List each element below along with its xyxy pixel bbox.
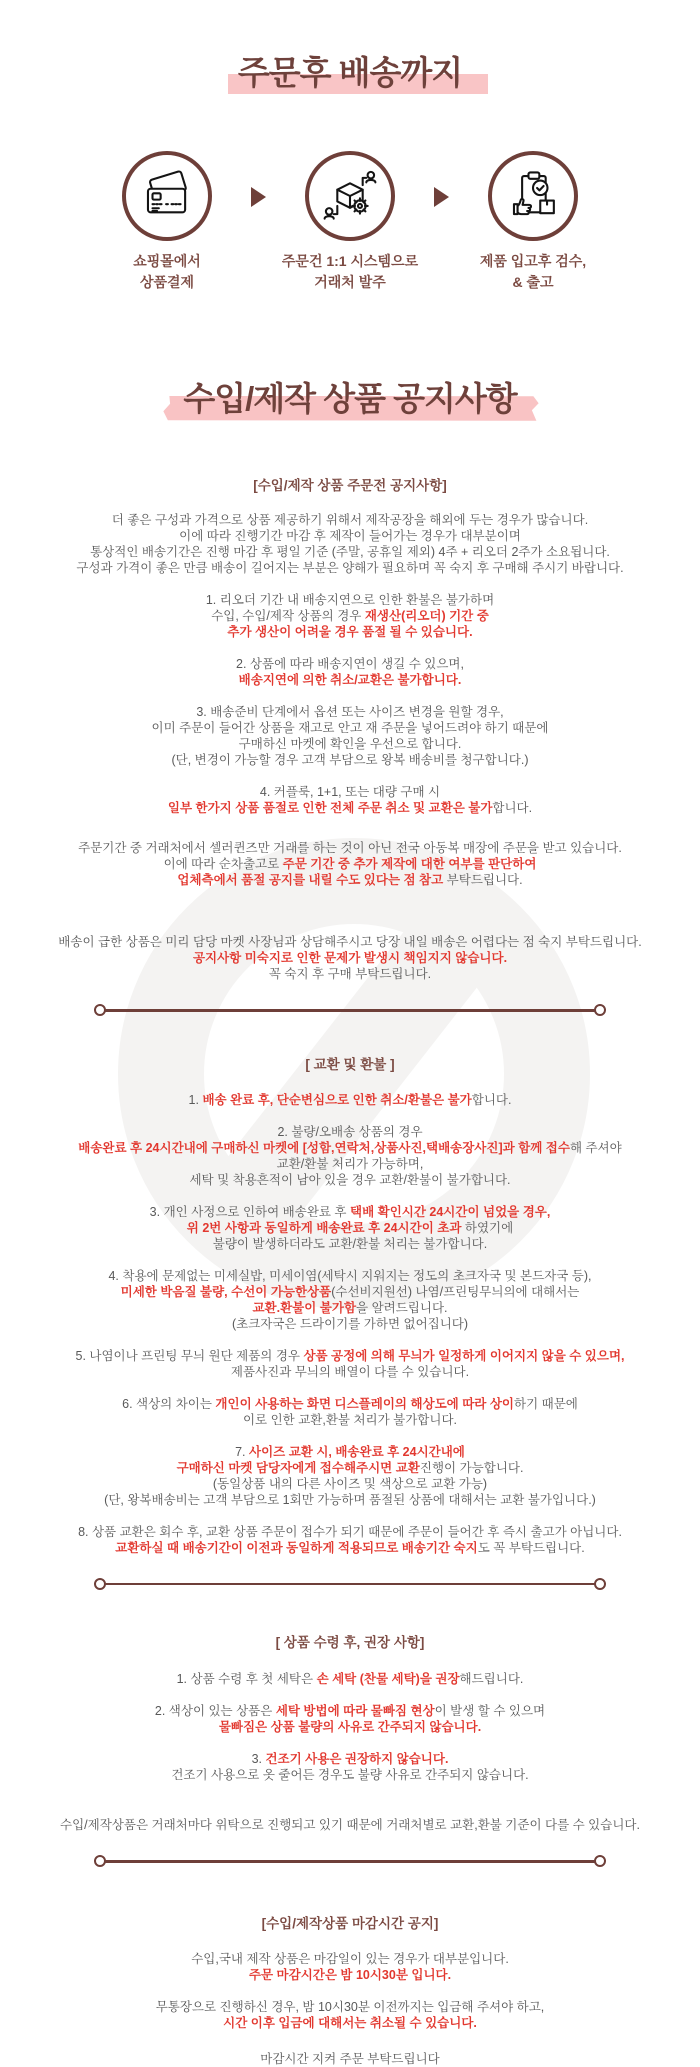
- exchange-item-5: 5. 나염이나 프린팅 무늬 원단 제품의 경우 상품 공정에 의해 무늬가 일정하게 이어지지 않을 수 있으며, 제품사진과 무늬의 배열이 다를 수 있습니다.: [75, 1348, 625, 1379]
- exchange-item-1: 1. 배송 완료 후, 단순변심으로 인한 취소/환불은 불가합니다.: [188, 1092, 512, 1107]
- exchange-item-8: 8. 상품 교환은 회수 후, 교환 상품 주문이 접수가 되기 때문에 주문이 들어간 후 즉시 출고가 아닙니다. 교환하실 때 배송기간이 이전과 동일하게 적용되므로 배송기간 숙지도 꼭 부탁드립니다.: [78, 1524, 622, 1555]
- care-item-1: 1. 상품 수령 후 첫 세탁은 손 세탁 (찬물 세탁)을 권장해드립니다.: [176, 1672, 524, 1687]
- divider-line: [105, 1860, 595, 1863]
- step-inspection: [457, 151, 609, 292]
- page-title: 주문후 배송까지: [232, 52, 468, 93]
- exchange-item-2: 2. 불량/오배송 상품의 경우 배송완료 후 24시간내에 구매하신 마켓에 [성함,연락처,상품사진,택배송장사진]과 함께 접수해 주셔야 교환/환불 처리가 가능하며, 세탁 및 착용흔적이 남아 있을 경우 교환/환불이 불가합니다.: [78, 1124, 622, 1187]
- step-payment: [91, 151, 243, 292]
- deadline-paragraph: 무통장으로 진행하신 경우, 밤 10시30분 이전까지는 입금해 주셔야 하고, 시간 이후 입금에 대해서는 취소될 수 있습니다.: [155, 1999, 545, 2030]
- process-title-row: [0, 52, 700, 93]
- divider-line: [105, 1009, 595, 1012]
- notice-paragraph: 배송이 급한 상품은 미리 담당 마켓 사장님과 상담해주시고 당장 내일 배송은 어렵다는 점 숙지 부탁드립니다. 공지사항 미숙지로 인한 문제가 발생시 책임지지 않습니다. 꼭 숙지 후 구매 부탁드립니다.: [58, 935, 642, 982]
- divider-line: [105, 1583, 595, 1586]
- care-item-3: 3. 건조기 사용은 권장하지 않습니다. 건조기 사용으로 옷 줄어든 경우도 불량 사유로 간주되지 않습니다.: [171, 1752, 529, 1783]
- notice-item-2: 2. 상품에 따라 배송지연이 생길 수 있으며, 배송지연에 의한 취소/교환은 불가합니다.: [236, 657, 464, 688]
- inspection-shipping-icon: [488, 151, 578, 241]
- notice-item-1: 1. 리오더 기간 내 배송지연으로 인한 환불은 불가하며 수입, 수입/제작 상품의 경우 재생산(리오더) 기간 중 추가 생산이 어려울 경우 품절 될 수 있습니다.: [205, 593, 495, 640]
- consignment-note: 수입/제작상품은 거래처마다 위탁으로 진행되고 있기 때문에 거래처별로 교환,환불 기준이 다를 수 있습니다.: [60, 1818, 640, 1833]
- notice-paragraph: 주문기간 중 거래처에서 셀러퀸즈만 거래를 하는 것이 아닌 전국 아동복 매장에 주문을 받고 있습니다. 이에 따라 순차출고로 주문 기간 중 추가 제작에 대한 여부를 판단하여 업체측에서 품절 공지를 내릴 수도 있다는 점 참고 부탁드립니다.: [78, 841, 622, 888]
- notice-item-3: 3. 배송준비 단계에서 옵션 또는 사이즈 변경을 원할 경우, 이미 주문이 들어간 상품을 재고로 안고 재 주문을 넣어드려야 하기 때문에 구매하신 마켓에 확인을 우선으로 합니다. (단, 변경이 가능할 경우 고객 부담으로 왕복 배송비를 청구합니다.): [151, 705, 549, 768]
- section-divider: [94, 1004, 606, 1016]
- notice-item-4: 4. 커플룩, 1+1, 또는 대량 구매 시 일부 한가지 상품 품절로 인한 전체 주문 취소 및 교환은 불가합니다.: [167, 785, 533, 816]
- section-divider: [94, 1578, 606, 1590]
- step-label-order: 주문건 1:1 시스템으로 거래처 발주: [281, 253, 419, 290]
- pre-order-section: [0, 477, 700, 983]
- care-item-2: 2. 색상이 있는 상품은 세탁 방법에 따라 물빠짐 현상이 발생 할 수 있으며 물빠짐은 상품 불량의 사유로 간주되지 않습니다.: [154, 1704, 546, 1735]
- arrow-right-icon: [434, 187, 449, 207]
- deadline-footer: 마감시간 지켜 주문 부탁드립니다: [260, 2051, 440, 2066]
- pre-order-heading: [수입/제작 상품 주문전 공지사항]: [253, 477, 447, 493]
- section-divider: [94, 1855, 606, 1867]
- divider-ring: [594, 1578, 606, 1590]
- step-order-system: [274, 151, 426, 292]
- notice-title: 수입/제작 상품 공지사항: [183, 379, 517, 417]
- exchange-item-6: 6. 색상의 차이는 개인이 사용하는 화면 디스플레이의 해상도에 따라 상이하기 때문에 이로 인한 교환,환불 처리가 불가합니다.: [122, 1396, 578, 1427]
- after-receipt-heading: [ 상품 수령 후, 권장 사항]: [275, 1634, 425, 1650]
- exchange-item-3: 3. 개인 사정으로 인하여 배송완료 후 택배 확인시간 24시간이 넘었을 경우, 위 2번 사항과 동일하게 배송완료 후 24시간이 초과 하였기에 불량이 발생하더라도 교환/환불 처리는 불가합니다.: [149, 1204, 551, 1251]
- divider-ring: [594, 1855, 606, 1867]
- notice-paragraph: 더 좋은 구성과 가격으로 상품 제공하기 위해서 제작공장을 해외에 두는 경우가 많습니다. 이에 따라 진행기간 마감 후 제작이 들어가는 경우가 대부분이며 통상적인 배송기간은 진행 마감 후 평일 기준 (주말, 공휴일 제외) 4주 + 리오더 2주가 소요됩니다. 구성과 가격이 좋은 만큼 배송이 길어지는 부분은 양해가 필요하며 꼭 숙지 후 구매해 주시기 바랍니다.: [76, 513, 624, 576]
- exchange-refund-section: [0, 1056, 700, 1556]
- deadline-section: [0, 1915, 700, 2067]
- divider-ring: [594, 1004, 606, 1016]
- notice-title-row: [183, 378, 516, 421]
- exchange-item-4: 4. 착용에 문제없는 미세실밥, 미세이염(세탁시 지워지는 정도의 초크자국 및 본드자국 등), 미세한 박음질 불량, 수선이 가능한상품(수선비지원선) 나염/프린팅무늬의에 대해서는 교환.환불이 불가함을 알려드립니다. (초크자국은 드라이기를 가하면 없어집니다): [108, 1268, 592, 1331]
- step-label-payment: 쇼핑몰에서 상품결제: [133, 253, 201, 290]
- credit-card-icon: [122, 151, 212, 241]
- arrow-right-icon: [251, 187, 266, 207]
- after-receipt-section: [0, 1634, 700, 1834]
- order-system-icon: [305, 151, 395, 241]
- order-process-steps: [0, 151, 700, 292]
- exchange-item-7: 7. 사이즈 교환 시, 배송완료 후 24시간내에 구매하신 마켓 담당자에게 접수해주시면 교환진행이 가능합니다. (동일상품 내의 다른 사이즈 및 색상으로 교환 가능) (단, 왕복배송비는 고객 부담으로 1회만 가능하며 품절된 상품에 대해서는 교환 불가입니다.): [104, 1444, 596, 1507]
- step-label-inspection: 제품 입고후 검수, & 출고: [479, 253, 587, 290]
- deadline-heading: [수입/제작상품 마감시간 공지]: [261, 1916, 439, 1932]
- deadline-paragraph: 수입,국내 제작 상품은 마감일이 있는 경우가 대부분입니다. 주문 마감시간은 밤 10시30분 입니다.: [191, 1951, 509, 1982]
- exchange-heading: [ 교환 및 환불 ]: [305, 1057, 395, 1073]
